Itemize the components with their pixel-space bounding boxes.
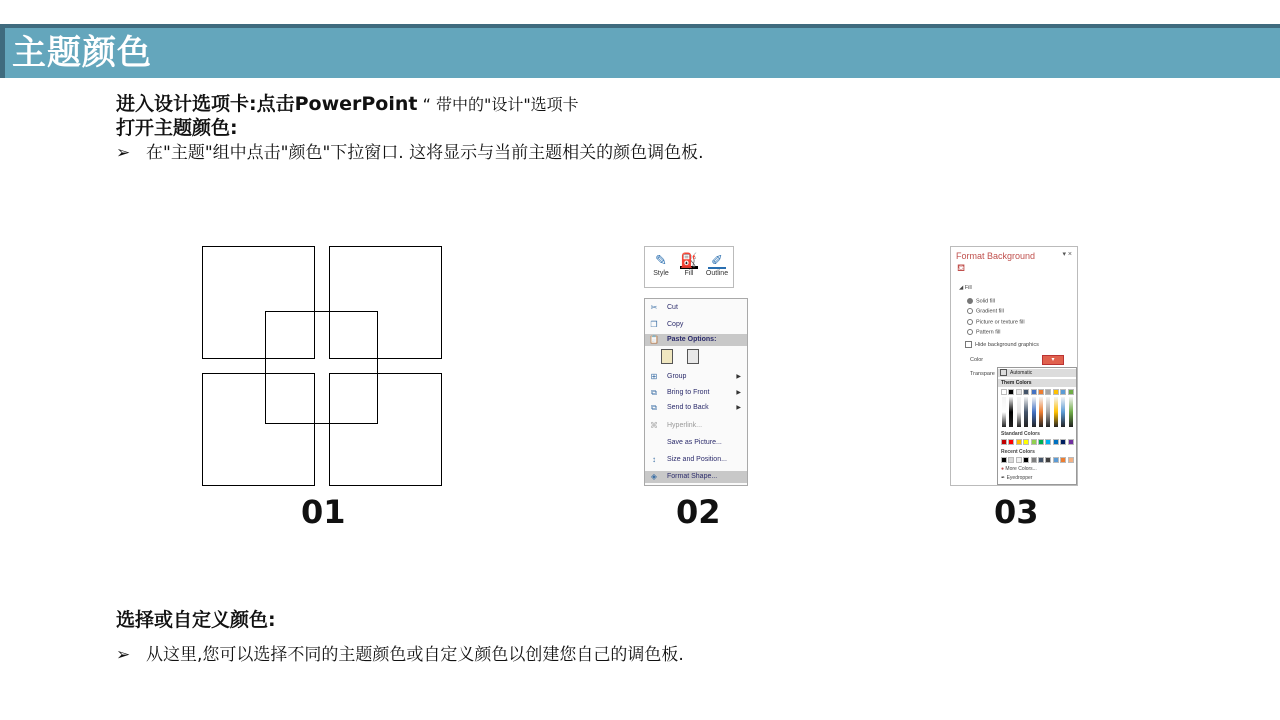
size-position-icon: ↕ — [652, 455, 656, 464]
automatic-option[interactable] — [998, 369, 1076, 377]
more-colors-label: More Colors... — [1005, 466, 1037, 472]
instruction-line-2: 打开主题颜色: — [116, 117, 238, 139]
menu-item-bring-to-front[interactable] — [645, 387, 747, 399]
format-background-title: Format Background — [956, 251, 1036, 261]
option-picture-fill-label: Picture or texture fill — [976, 319, 1025, 326]
figure-label-01: 01 — [301, 493, 346, 531]
recent-color-swatch[interactable] — [1039, 458, 1043, 462]
standard-color-swatch[interactable] — [1002, 440, 1006, 444]
menu-item-format-shape[interactable] — [645, 471, 747, 483]
standard-color-swatch[interactable] — [1017, 440, 1021, 444]
eyedropper-icon: ✒ — [1001, 475, 1006, 481]
option-picture-fill[interactable] — [967, 319, 1025, 325]
eyedropper-label: Eyedropper — [1006, 475, 1033, 481]
menu-item-copy-label: Copy — [667, 321, 684, 328]
instruction-line-1-rest: “ 带中的"设计"选项卡 — [417, 95, 579, 114]
figure-label-02: 02 — [676, 493, 721, 531]
fill-bucket-icon: ⛽ — [680, 252, 698, 268]
menu-item-save-picture-label: Save as Picture... — [667, 439, 722, 446]
theme-color-shade-column[interactable] — [1024, 397, 1028, 427]
style-button[interactable] — [647, 249, 675, 285]
theme-color-shade-column[interactable] — [1046, 397, 1050, 427]
recent-color-swatch[interactable] — [1069, 458, 1073, 462]
recent-color-swatch[interactable] — [1017, 458, 1021, 462]
style-label: Style — [653, 270, 669, 277]
slide-title: 主题颜色 — [12, 33, 152, 73]
menu-item-hyperlink — [645, 420, 747, 432]
fill-label: Fill — [684, 270, 694, 277]
outline-pen-icon: ✐ — [708, 251, 726, 269]
standard-colors-header: Standard Colors — [1001, 431, 1040, 437]
title-bar — [0, 24, 1280, 78]
pane-controls[interactable]: ▾ × — [1062, 251, 1072, 258]
copy-icon: ❐ — [650, 320, 658, 329]
menu-item-send-back-label: Send to Back — [667, 404, 709, 411]
theme-color-swatch[interactable] — [1032, 390, 1036, 394]
recent-color-swatch[interactable] — [1024, 458, 1028, 462]
bullet-text-2: 从这里,您可以选择不同的主题颜色或自定义颜色以创建您自己的调色板. — [146, 645, 684, 665]
option-gradient-fill-label: Gradient fill — [976, 308, 1004, 315]
recent-colors-header: Recent Colors — [1001, 449, 1035, 455]
color-dropdown — [997, 367, 1077, 485]
color-picker-button[interactable]: ▾ — [1042, 355, 1064, 365]
title-accent — [0, 28, 5, 78]
menu-item-cut-label: Cut — [667, 304, 678, 311]
automatic-swatch-icon — [1000, 369, 1007, 376]
theme-color-shade-column[interactable] — [1002, 397, 1006, 427]
instruction-line-1-bold: 进入设计选项卡:点击PowerPoint — [116, 93, 418, 115]
radio-icon — [967, 329, 973, 335]
theme-color-shade-column[interactable] — [1032, 397, 1036, 427]
paste-option-icons — [661, 349, 701, 365]
context-menu — [644, 298, 748, 486]
menu-item-copy[interactable] — [645, 319, 747, 331]
radio-selected-icon — [967, 298, 973, 304]
standard-color-swatch[interactable] — [1061, 440, 1065, 444]
option-pattern-fill-label: Pattern fill — [976, 329, 1001, 336]
paste-keep-formatting-icon[interactable] — [661, 349, 673, 364]
palette-icon: ● — [1001, 466, 1005, 472]
color-label: Color — [970, 357, 984, 363]
paste-icon: 📋 — [649, 335, 659, 344]
format-shape-icon: ◈ — [650, 472, 658, 481]
recent-color-swatch[interactable] — [1009, 458, 1013, 462]
theme-colors-header: Them Colors — [998, 379, 1076, 387]
bullet-item-1 — [116, 142, 704, 164]
send-back-icon: ⧉ — [651, 403, 657, 412]
recent-color-swatch[interactable] — [1061, 458, 1065, 462]
customize-heading: 选择或自定义颜色: — [116, 609, 276, 631]
recent-color-swatch[interactable] — [1002, 458, 1006, 462]
hyperlink-icon: ⌘ — [650, 421, 658, 430]
theme-color-shade-column[interactable] — [1069, 397, 1073, 427]
standard-color-swatch[interactable] — [1054, 440, 1058, 444]
option-solid-fill[interactable] — [967, 298, 995, 304]
radio-icon — [967, 308, 973, 314]
outline-label: Outline — [705, 270, 729, 277]
menu-item-paste-options — [645, 334, 747, 346]
theme-color-shade-column[interactable] — [1061, 397, 1065, 427]
fill-button[interactable] — [675, 249, 703, 285]
fill-section-header[interactable]: ◢ Fill — [959, 285, 972, 291]
theme-color-shade-column[interactable] — [1017, 397, 1021, 427]
menu-item-format-shape-label: Format Shape... — [667, 473, 718, 480]
theme-color-swatch[interactable] — [1024, 390, 1028, 394]
style-icon: ✎ — [655, 252, 667, 268]
bullet-text-1: 在"主题"组中点击"颜色"下拉窗口. 这将显示与当前主题相关的颜色调色板. — [146, 143, 704, 163]
theme-color-swatch[interactable] — [1039, 390, 1043, 394]
standard-color-swatch[interactable] — [1032, 440, 1036, 444]
theme-color-shade-column[interactable] — [1009, 397, 1013, 427]
hide-background-graphics[interactable] — [965, 341, 1039, 348]
theme-color-swatch[interactable] — [1069, 390, 1073, 394]
eyedropper-option[interactable] — [1001, 475, 1032, 481]
theme-color-swatch[interactable] — [1017, 390, 1021, 394]
standard-color-swatch[interactable] — [1046, 440, 1050, 444]
standard-color-swatch[interactable] — [1009, 440, 1013, 444]
standard-color-swatch[interactable] — [1024, 440, 1028, 444]
bullet-arrow-icon: ➢ — [116, 645, 131, 665]
theme-color-swatch[interactable] — [1002, 390, 1006, 394]
menu-item-size-position-label: Size and Position... — [667, 456, 727, 463]
menu-item-group[interactable] — [645, 371, 747, 383]
checkbox-icon — [965, 341, 972, 348]
fill-bucket-icon: ⛾ — [957, 263, 966, 274]
instruction-line-1 — [116, 92, 579, 117]
bring-front-icon: ⧉ — [651, 388, 657, 397]
theme-color-swatch[interactable] — [1009, 390, 1013, 394]
menu-item-hyperlink-label: Hyperlink... — [667, 422, 703, 429]
menu-item-cut[interactable] — [645, 302, 747, 314]
menu-item-paste-label: Paste Options: — [667, 336, 717, 343]
menu-item-size-and-position[interactable] — [645, 454, 747, 466]
hide-graphics-label: Hide background graphics — [975, 341, 1039, 348]
shape-format-ribbon — [644, 246, 734, 288]
option-pattern-fill[interactable] — [967, 329, 1000, 335]
menu-item-save-as-picture[interactable] — [645, 437, 747, 449]
recent-color-swatch[interactable] — [1032, 458, 1036, 462]
theme-color-shade-column[interactable] — [1039, 397, 1043, 427]
scissors-icon: ✂ — [650, 303, 658, 312]
submenu-arrow-icon: ▶ — [736, 390, 741, 396]
submenu-arrow-icon: ▶ — [736, 405, 741, 411]
submenu-arrow-icon: ▶ — [736, 374, 741, 380]
square-center — [265, 311, 378, 424]
menu-item-bring-front-label: Bring to Front — [667, 389, 710, 396]
paste-picture-icon[interactable] — [687, 349, 699, 364]
standard-color-swatch[interactable] — [1069, 440, 1073, 444]
automatic-label: Automatic — [1010, 370, 1033, 376]
figure-label-03: 03 — [994, 493, 1039, 531]
theme-color-shade-column[interactable] — [1054, 397, 1058, 427]
recent-color-swatch[interactable] — [1046, 458, 1050, 462]
bullet-item-2 — [116, 644, 684, 666]
more-colors-option[interactable] — [1001, 466, 1037, 472]
recent-color-swatch[interactable] — [1054, 458, 1058, 462]
format-background-pane — [950, 246, 1078, 486]
group-icon: ⊞ — [650, 372, 658, 381]
radio-icon — [967, 319, 973, 325]
option-gradient-fill[interactable] — [967, 308, 1004, 314]
menu-item-group-label: Group — [667, 373, 687, 380]
outline-button[interactable] — [703, 249, 731, 285]
option-solid-fill-label: Solid fill — [976, 298, 995, 305]
theme-color-swatch[interactable] — [1054, 390, 1058, 394]
theme-color-swatch[interactable] — [1061, 390, 1065, 394]
standard-color-swatch[interactable] — [1039, 440, 1043, 444]
theme-color-swatch[interactable] — [1046, 390, 1050, 394]
menu-item-send-to-back[interactable] — [645, 402, 747, 414]
bullet-arrow-icon: ➢ — [116, 143, 131, 163]
transparency-label: Transpare — [970, 371, 995, 377]
